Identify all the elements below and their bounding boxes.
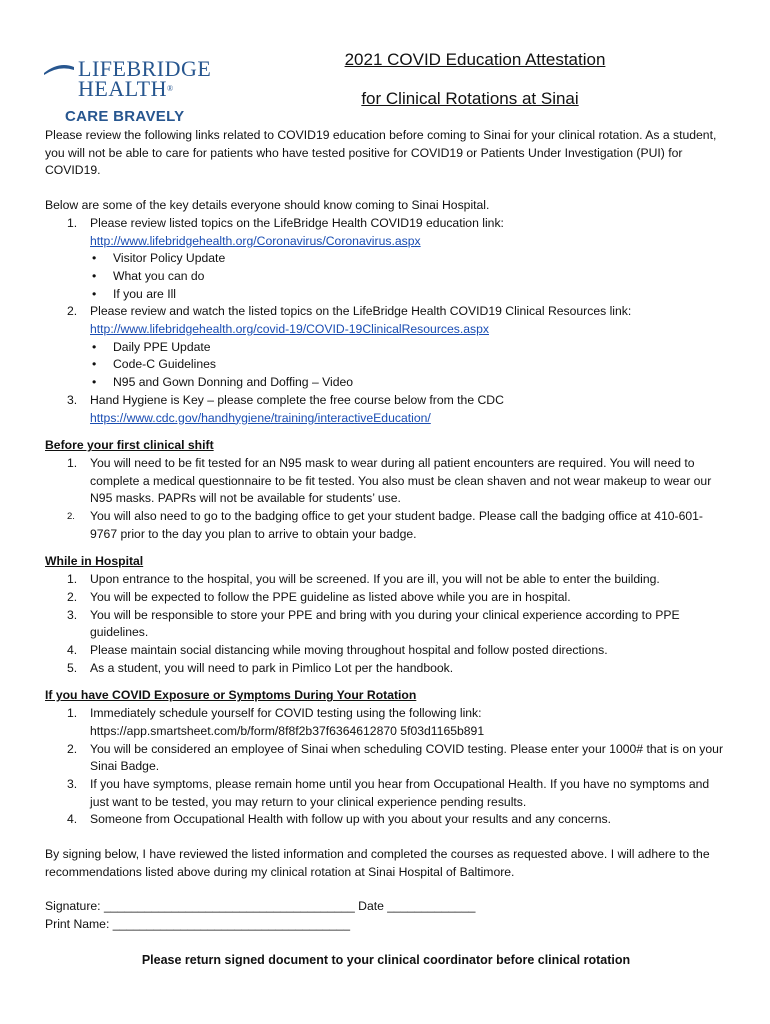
smartsheet-link-text: https://app.smartsheet.com/b/form/8f8f2b37f6364612870 5f03d1165b891: [90, 723, 485, 738]
intro-paragraph: Please review the following links related to COVID19 education before coming to Sinai for your clinical rotation. As a student, you will not be able to care for patients who have tested positive for COVID19 or Patients Under Investigation (PUI) for COVID19.: [45, 128, 717, 178]
list-number: 2.: [67, 741, 78, 756]
in-hospital-list: [45, 571, 727, 677]
list-number: 2.: [67, 511, 75, 523]
logo-mark-icon: [44, 63, 74, 75]
first-shift-heading: Before your first clinical shift: [45, 438, 214, 453]
in-hospital-heading: While in Hospital: [45, 554, 144, 569]
logo-wordmark-line2: HEALTH®: [78, 76, 174, 101]
list-number: 4.: [67, 812, 78, 827]
exposure-list: [45, 705, 727, 829]
list-item-text: You will need to be fit tested for an N95 mask to wear during all patient encounters are required. You will need to complete a medical questionnaire to be fit tested. You also must be clean shaven and not wear makeup to wear our N95 masks. PAPRs will not be available for students’ use.: [90, 455, 712, 506]
print-name-label: Print Name:: [45, 917, 110, 932]
list-number: 4.: [67, 642, 78, 657]
list-item: [45, 571, 727, 589]
document-body: [45, 127, 727, 970]
list-item-text: Someone from Occupational Health with follow up with you about your results and any concerns.: [90, 812, 611, 827]
list-number: 1.: [67, 215, 78, 230]
list-item: [45, 215, 727, 250]
bullet-item: • Code-C Guidelines: [45, 356, 727, 374]
logo-wordmark-line1: LIFEBRIDGE: [78, 56, 212, 81]
list-item-text: Please review and watch the listed topics on the LifeBridge Health COVID19 Clinical Resources link:: [90, 304, 632, 319]
coronavirus-link[interactable]: http://www.lifebridgehealth.org/Coronavirus/Coronavirus.aspx: [90, 233, 421, 248]
list-item: [45, 589, 727, 607]
list-item: [45, 741, 727, 776]
list-number: 3.: [67, 776, 78, 791]
list-item-text: As a student, you will need to park in Pimlico Lot per the handbook.: [90, 660, 454, 675]
list-item: [45, 660, 727, 678]
page-title-line2: for Clinical Rotations at Sinai: [361, 89, 579, 108]
bullet-item: • Daily PPE Update: [45, 339, 727, 357]
list-number: 3.: [67, 607, 78, 622]
signature-line: [45, 898, 727, 916]
bullet-icon: •: [92, 286, 97, 301]
list-number: 3.: [67, 392, 78, 407]
list-item-text: You will also need to go to the badging office to get your student badge. Please call the badging office at 410-601-9767 prior to the day you plan to arrive to obtain your badge.: [90, 509, 703, 541]
bullet-icon: •: [92, 339, 97, 354]
list-item-text: If you have symptoms, please remain home until you hear from Occupational Health. If you have no symptoms and just want to be tested, you may return to your clinical experience pending results.: [90, 776, 710, 809]
list-item: [45, 642, 727, 660]
list-item: [45, 607, 727, 642]
list-item-text: Please maintain social distancing while moving throughout hospital and follow posted directions.: [90, 642, 608, 657]
first-shift-list: [45, 455, 727, 544]
bullet-item: • N95 and Gown Donning and Doffing – Video: [45, 374, 727, 392]
list-item: [45, 392, 727, 427]
list-item-text: You will be responsible to store your PPE and bring with you during your clinical experience according to PPE guidelines.: [90, 607, 680, 640]
print-name-field[interactable]: ___________________________________: [112, 917, 350, 932]
list-number: 1.: [67, 706, 78, 721]
exposure-heading: If you have COVID Exposure or Symptoms During Your Rotation: [45, 688, 417, 703]
bullet-icon: •: [92, 268, 97, 283]
list-item-text: Immediately schedule yourself for COVID testing using the following link:: [90, 706, 482, 721]
date-field[interactable]: _____________: [387, 899, 476, 914]
list-number: 1.: [67, 572, 78, 587]
bullet-icon: •: [92, 251, 97, 266]
bullet-item: • If you are Ill: [45, 286, 727, 304]
footer-instruction: Please return signed document to your clinical coordinator before clinical rotation: [141, 952, 631, 967]
list-item-text: You will be considered an employee of Sinai when scheduling COVID testing. Please enter your 1000# that is on your Sinai Badge.: [90, 741, 724, 774]
list-item-text: Upon entrance to the hospital, you will be screened. If you are ill, you will not be able to enter the building.: [90, 572, 660, 587]
list-item: [45, 705, 727, 740]
bullet-item: • Visitor Policy Update: [45, 250, 727, 268]
closing-paragraph: By signing below, I have reviewed the listed information and completed the courses as requested above. I will adhere to the recommendations listed above during my clinical rotation at Sinai Hospital of Baltimore.: [45, 847, 710, 879]
date-label: Date: [358, 899, 384, 914]
lifebridge-logo: [44, 58, 214, 126]
signature-field[interactable]: _____________________________________: [103, 899, 355, 914]
list-number: 2.: [67, 589, 78, 604]
page-title-line1: 2021 COVID Education Attestation: [344, 50, 606, 69]
logo-tagline: CARE BRAVELY: [65, 108, 185, 125]
list-item: [45, 455, 727, 508]
list-item-text: Hand Hygiene is Key – please complete the free course below from the CDC: [90, 392, 504, 407]
list-item: [45, 303, 727, 338]
key-details-list: [45, 215, 727, 427]
signature-label: Signature:: [45, 899, 101, 914]
bullet-icon: •: [92, 357, 97, 372]
key-details-lead: Below are some of the key details everyone should know coming to Sinai Hospital.: [45, 198, 490, 213]
list-item-text: Please review listed topics on the LifeBridge Health COVID19 education link:: [90, 215, 504, 230]
print-name-line: [45, 916, 727, 934]
list-item-text: You will be expected to follow the PPE guideline as listed above while you are in hospital.: [90, 589, 571, 604]
list-number: 2.: [67, 304, 78, 319]
list-item: [45, 508, 727, 543]
list-item: [45, 776, 727, 811]
list-number: 5.: [67, 660, 78, 675]
list-number: 1.: [67, 455, 78, 470]
list-item: [45, 811, 727, 829]
bullet-item: • What you can do: [45, 268, 727, 286]
bullet-icon: •: [92, 375, 97, 390]
clinical-resources-link[interactable]: http://www.lifebridgehealth.org/covid-19/COVID-19ClinicalResources.aspx: [90, 322, 489, 337]
cdc-hand-hygiene-link[interactable]: https://www.cdc.gov/handhygiene/training/interactiveEducation/: [90, 410, 431, 425]
